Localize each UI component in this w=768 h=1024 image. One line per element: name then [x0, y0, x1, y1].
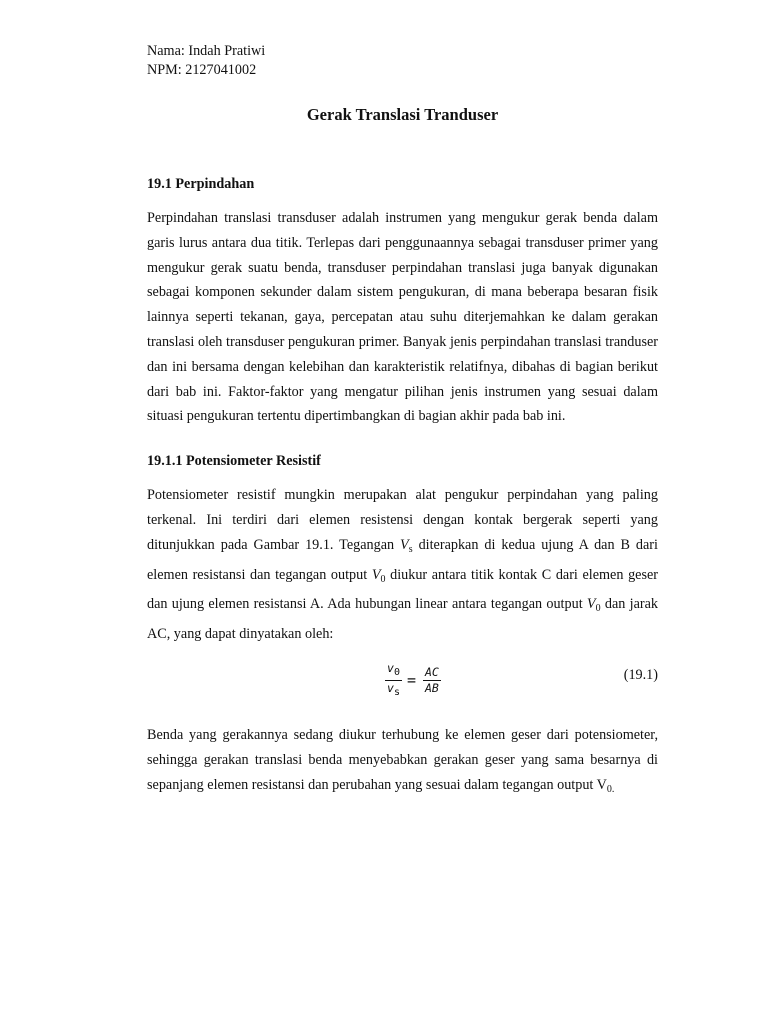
voltage-v0: $V_0$ — [586, 596, 601, 615]
page-title: Gerak Translasi Tranduser — [306, 105, 499, 124]
paragraph-text: diterapkan di kedua ujung A dan B dari elemen resistansi dan tegangan output — [147, 536, 658, 583]
section-heading-perpindahan: 19.1 Perpindahan — [147, 176, 255, 192]
subscript-zero: 0. — [606, 783, 615, 795]
paragraph-text: diukur antara titik kontak C dari elemen geser dan ujung elemen resistansi A. Ada hubungan linear antara tegangan output — [147, 566, 659, 613]
paragraph-text: Potensiometer resistif mungkin merupakan alat pengukur perpindahan yang paling terkenal. Ini terdiri dari elemen resistensi dengan kontak bergerak seperti yang ditunjukkan pada Gambar 19.1. Tegangan — [147, 487, 658, 553]
fraction-numerator: AC — [425, 664, 439, 679]
author-npm: NPM: 2127041002 — [147, 62, 257, 78]
paragraph-benda — [147, 723, 658, 802]
fraction-v0-vs — [385, 661, 402, 700]
equation-19-1 — [147, 661, 658, 705]
fraction-numerator: v0 — [385, 661, 402, 681]
fraction-denominator: vs — [387, 680, 400, 698]
equation-number: (19.1) — [623, 666, 658, 683]
equation-body — [385, 661, 441, 700]
paragraph-potensiometer — [147, 483, 658, 647]
voltage-vs: $V_s$ — [400, 536, 413, 555]
fraction-ac-ab — [423, 665, 441, 696]
section-heading-potensiometer: 19.1.1 Potensiometer Resistif — [147, 453, 321, 470]
paragraph-text: dan jarak AC, yang dapat dinyatakan oleh: — [147, 596, 658, 643]
author-name: Nama: Indah Pratiwi — [147, 43, 266, 59]
fraction-denominator: AB — [425, 680, 439, 695]
equals-sign: = — [406, 671, 416, 690]
paragraph-text: Benda yang gerakannya sedang diukur terhubung ke elemen geser dari potensiometer, sehingga gerakan translasi benda menyebabkan gerakan geser yang sama besarnya di sepanjang elemen resistansi dan perubahan yang sesuai dalam tegangan output V — [147, 726, 658, 793]
voltage-v0: $V_0$ — [371, 566, 386, 585]
paragraph-perpindahan: Perpindahan translasi transduser adalah instrumen yang mengukur gerak benda dalam garis lurus antara dua titik. Terlepas dari penggunaannya sebagai transduser primer yang mengukur gerak suatu benda, transduser perpindahan translasi juga banyak digunakan sebagai komponen sekunder dalam sistem pengukuran, di mana beberapa besaran fisik lainnya seperti tekanan, gaya, percepatan atau suhu diterjemahkan ke dalam gerakan translasi oleh transduser pengukuran primer. Banyak jenis perpindahan translasi tranduser dan ini bersama dengan kelebihan dan karakteristik relatifnya, dibahas di bagian berikut dari bab ini. Faktor-faktor yang mengatur pilihan jenis instrumen yang sesuai dalam situasi pengukuran tertentu dipertimbangkan di bagian akhir pada bab ini. — [147, 210, 658, 425]
